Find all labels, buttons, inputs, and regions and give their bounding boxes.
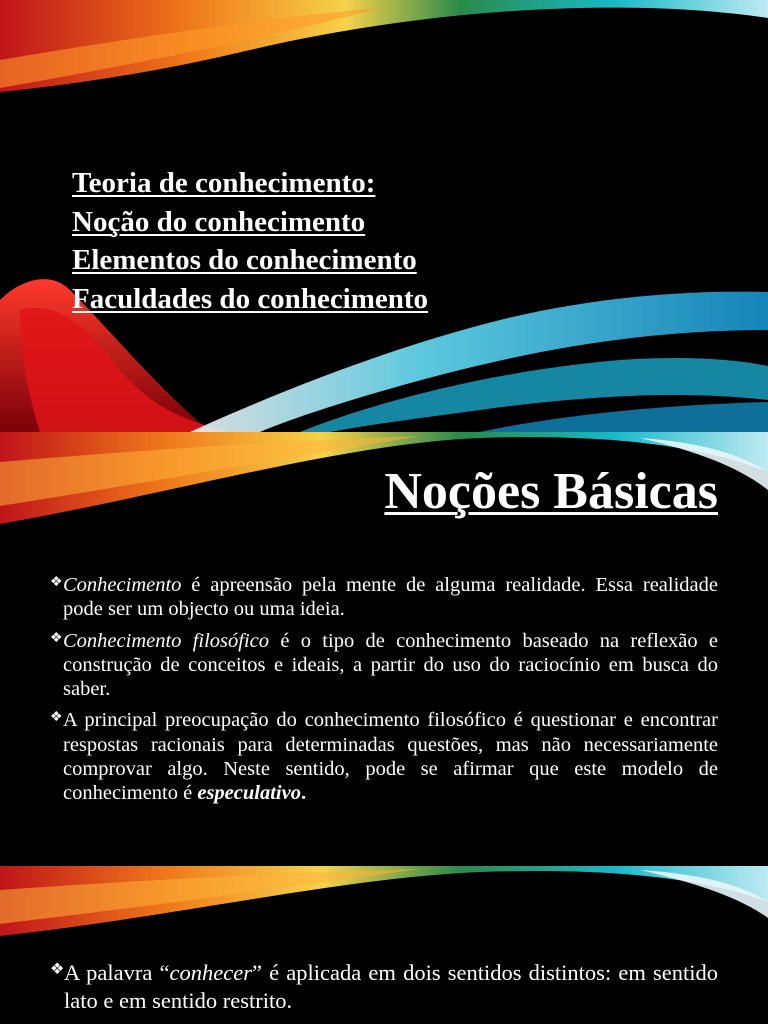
list-item [50, 573, 718, 622]
swoosh-decoration [0, 866, 768, 956]
slide-1 [0, 0, 768, 432]
item-text: é o tipo de conhecimento baseado na reflexão e construção de conceitos e ideais, a partir do uso do raciocínio em busca do saber. [63, 629, 718, 701]
item-text: A principal preocupação do conhecimento filosófico é questionar e encontrar respostas racionais para determinadas questões, mas não necessariamente comprovar algo. Neste sentido, pode se afirmar que este modelo de conhecimento é [63, 709, 718, 805]
slide-2 [0, 432, 768, 866]
list-item [50, 959, 718, 1015]
diamond-bullet-icon: ❖ [50, 630, 63, 646]
diamond-bullet-icon: ❖ [50, 961, 65, 978]
item-text: é apreensão pela mente de alguma realidade. Essa realidade pode ser um objecto ou uma ideia. [63, 574, 718, 621]
period: . [300, 782, 307, 805]
term: Conhecimento filosófico [63, 629, 270, 652]
title-line: Teoria de conhecimento: [72, 167, 376, 199]
list-item [50, 708, 718, 805]
item-text: A palavra “ [64, 960, 170, 985]
slide-2-heading: Noções Básicas [384, 463, 718, 520]
slide-1-title [72, 164, 428, 318]
slide-3 [0, 866, 768, 1024]
list-item [50, 629, 718, 702]
term: conhecer [169, 960, 252, 985]
diamond-bullet-icon: ❖ [50, 575, 63, 590]
emphasis: especulativo [197, 782, 301, 805]
title-line: Noção do conhecimento [72, 205, 366, 238]
item-text: ” é aplicada em dois sentidos distintos: em sentido lato e em sentido restrito. [64, 960, 719, 1013]
bullet-list [50, 573, 718, 813]
term: Conhecimento [63, 574, 182, 596]
title-line: Faculdades do conhecimento [72, 282, 429, 315]
bullet-list [50, 959, 718, 1022]
title-line: Elementos do conhecimento [72, 244, 417, 276]
diamond-bullet-icon: ❖ [50, 710, 63, 726]
